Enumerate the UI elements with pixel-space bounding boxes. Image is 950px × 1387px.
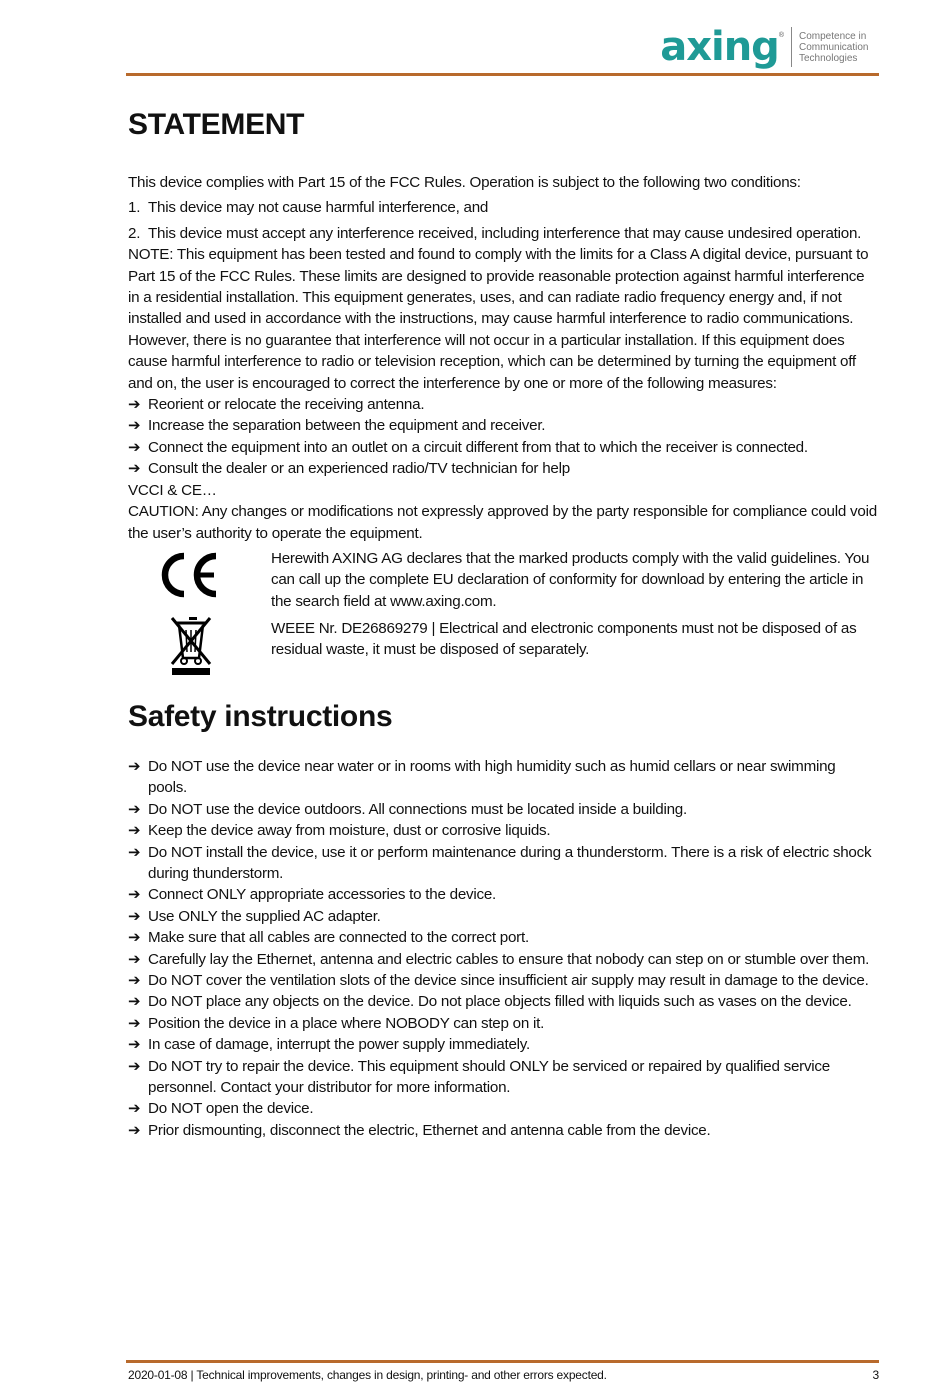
safety-item [128, 799, 878, 820]
page-header [126, 20, 879, 76]
safety-item [128, 906, 878, 927]
safety-text: Do NOT use the device near water or in rooms with high humidity such as humid cellars or near swimming pools. [148, 757, 836, 797]
page-footer [126, 1360, 879, 1383]
arrow-right-icon: ➔ [128, 395, 141, 414]
safety-text: Do NOT install the device, use it or perform maintenance during a thunderstorm. There is a risk of electric shock during thunderstorm. [148, 843, 872, 882]
arrow-right-icon: ➔ [128, 437, 141, 456]
arrow-right-icon: ➔ [128, 885, 141, 904]
safety-item [128, 1056, 878, 1099]
caution-text: CAUTION: Any changes or modifications not expressly approved by the party responsible for compliance could void the user’s authority to operate the equipment. [128, 503, 877, 542]
safety-item [128, 884, 878, 905]
tagline-line: Technologies [799, 52, 858, 64]
weee-bin-icon [168, 614, 214, 676]
logo-registered-mark: ® [778, 32, 784, 39]
measure-item [128, 415, 878, 436]
conditions-list [128, 197, 878, 244]
safety-item [128, 1098, 878, 1119]
arrow-right-icon: ➔ [128, 928, 141, 947]
safety-text: Use ONLY the supplied AC adapter. [148, 907, 381, 925]
arrow-right-icon: ➔ [128, 842, 141, 861]
arrow-right-icon: ➔ [128, 1099, 141, 1118]
arrow-right-icon: ➔ [128, 1056, 141, 1075]
fcc-note: NOTE: This equipment has been tested and found to comply with the limits for a Class A digital device, pursuant to Part 15 of the FCC Rules. These limits are designed to provide reasonable protection against harmful interference in a residential installation. This equipment generates, uses, and can radiate radio frequency energy and, if not installed and used in accordance with the instructions, may cause harmful interference to radio communications. However, there is no guarantee that interference will not occur in a particular installation. If this equipment does cause harmful interference to radio or television reception, which can be determined by turning the equipment off and on, the user is encouraged to correct the interference by one or more of the following measures: [128, 246, 869, 392]
arrow-right-icon: ➔ [128, 906, 141, 925]
safety-text: Do NOT cover the ventilation slots of the device since insufficient air supply may result in damage to the device. [148, 971, 869, 989]
safety-text: Do NOT try to repair the device. This equipment should ONLY be serviced or repaired by qualified service personnel. Contact your distributor for more information. [148, 1057, 830, 1096]
measure-text: Reorient or relocate the receiving antenna. [148, 396, 425, 414]
safety-text: Do NOT place any objects on the device. Do not place objects filled with liquids such as vases on the device. [148, 993, 852, 1011]
safety-item [128, 991, 878, 1012]
safety-text: Make sure that all cables are connected to the correct port. [148, 929, 529, 947]
tagline-line: Communication [799, 41, 869, 53]
certification-block [128, 548, 878, 678]
arrow-right-icon: ➔ [128, 459, 141, 478]
condition-number: 1. [128, 199, 141, 217]
safety-item [128, 756, 878, 799]
ce-mark-icon [158, 552, 224, 598]
safety-text: Keep the device away from moisture, dust or corrosive liquids. [148, 822, 551, 840]
footer-disclaimer: 2020-01-08 | Technical improvements, changes in design, printing- and other errors expected. [128, 1368, 607, 1382]
measure-text: Increase the separation between the equipment and receiver. [148, 417, 546, 435]
ce-declaration-text: Herewith AXING AG declares that the marked products comply with the valid guidelines. You can call up the complete EU declaration of conformity for download by entering the article in the search field at www.axing.com. [271, 549, 870, 610]
safety-list [128, 756, 878, 1141]
safety-text: Position the device in a place where NOBODY can step on it. [148, 1014, 545, 1032]
safety-item [128, 949, 878, 970]
statement-intro: This device complies with Part 15 of the FCC Rules. Operation is subject to the following two conditions: [128, 174, 801, 191]
safety-text: Carefully lay the Ethernet, antenna and electric cables to ensure that nobody can step on or stumble over them. [148, 950, 870, 968]
vcci-line: VCCI & CE… [128, 481, 217, 499]
header-rule [126, 73, 879, 76]
arrow-right-icon: ➔ [128, 1035, 141, 1054]
arrow-right-icon: ➔ [128, 821, 141, 840]
page-number: 3 [872, 1368, 879, 1382]
measure-text: Consult the dealer or an experienced radio/TV technician for help [148, 460, 570, 478]
safety-item [128, 1120, 878, 1141]
safety-text: Prior dismounting, disconnect the electric, Ethernet and antenna cable from the device. [148, 1121, 711, 1139]
statement-heading: STATEMENT [128, 108, 305, 141]
safety-item [128, 927, 878, 948]
measure-item [128, 394, 878, 415]
condition-text: This device must accept any interference received, including interference that may cause undesired operation. [148, 224, 862, 242]
safety-text: In case of damage, interrupt the power supply immediately. [148, 1036, 530, 1054]
condition-item [128, 223, 878, 244]
condition-number: 2. [128, 224, 141, 242]
logo-tagline [799, 31, 879, 64]
weee-text: WEEE Nr. DE26869279 | Electrical and electronic components must not be disposed of as residual waste, it must be disposed of separately. [271, 619, 857, 659]
safety-text: Do NOT open the device. [148, 1100, 314, 1118]
safety-item [128, 820, 878, 841]
tagline-line: Competence in [799, 30, 867, 42]
measures-list [128, 394, 878, 480]
arrow-right-icon: ➔ [128, 992, 141, 1011]
safety-item [128, 1013, 878, 1034]
arrow-right-icon: ➔ [128, 1120, 141, 1139]
logo-wordmark: axing [660, 24, 779, 70]
arrow-right-icon: ➔ [128, 416, 141, 435]
safety-item [128, 1034, 878, 1055]
arrow-right-icon: ➔ [128, 756, 141, 775]
arrow-right-icon: ➔ [128, 799, 141, 818]
arrow-right-icon: ➔ [128, 949, 141, 968]
measure-item [128, 458, 878, 479]
safety-item [128, 970, 878, 991]
logo-separator [791, 27, 792, 67]
arrow-right-icon: ➔ [128, 970, 141, 989]
safety-text: Connect ONLY appropriate accessories to the device. [148, 886, 497, 904]
arrow-right-icon: ➔ [128, 1013, 141, 1032]
page-content [128, 104, 878, 1141]
safety-text: Do NOT use the device outdoors. All connections must be located inside a building. [148, 800, 687, 818]
footer-text-row [126, 1367, 879, 1383]
measure-item [128, 437, 878, 458]
measure-text: Connect the equipment into an outlet on a circuit different from that to which the receiver is connected. [148, 438, 808, 456]
condition-item [128, 197, 878, 218]
axing-logo [660, 26, 879, 68]
safety-heading: Safety instructions [128, 699, 393, 733]
safety-item [128, 842, 878, 885]
footer-rule [126, 1360, 879, 1363]
condition-text: This device may not cause harmful interference, and [148, 199, 489, 217]
